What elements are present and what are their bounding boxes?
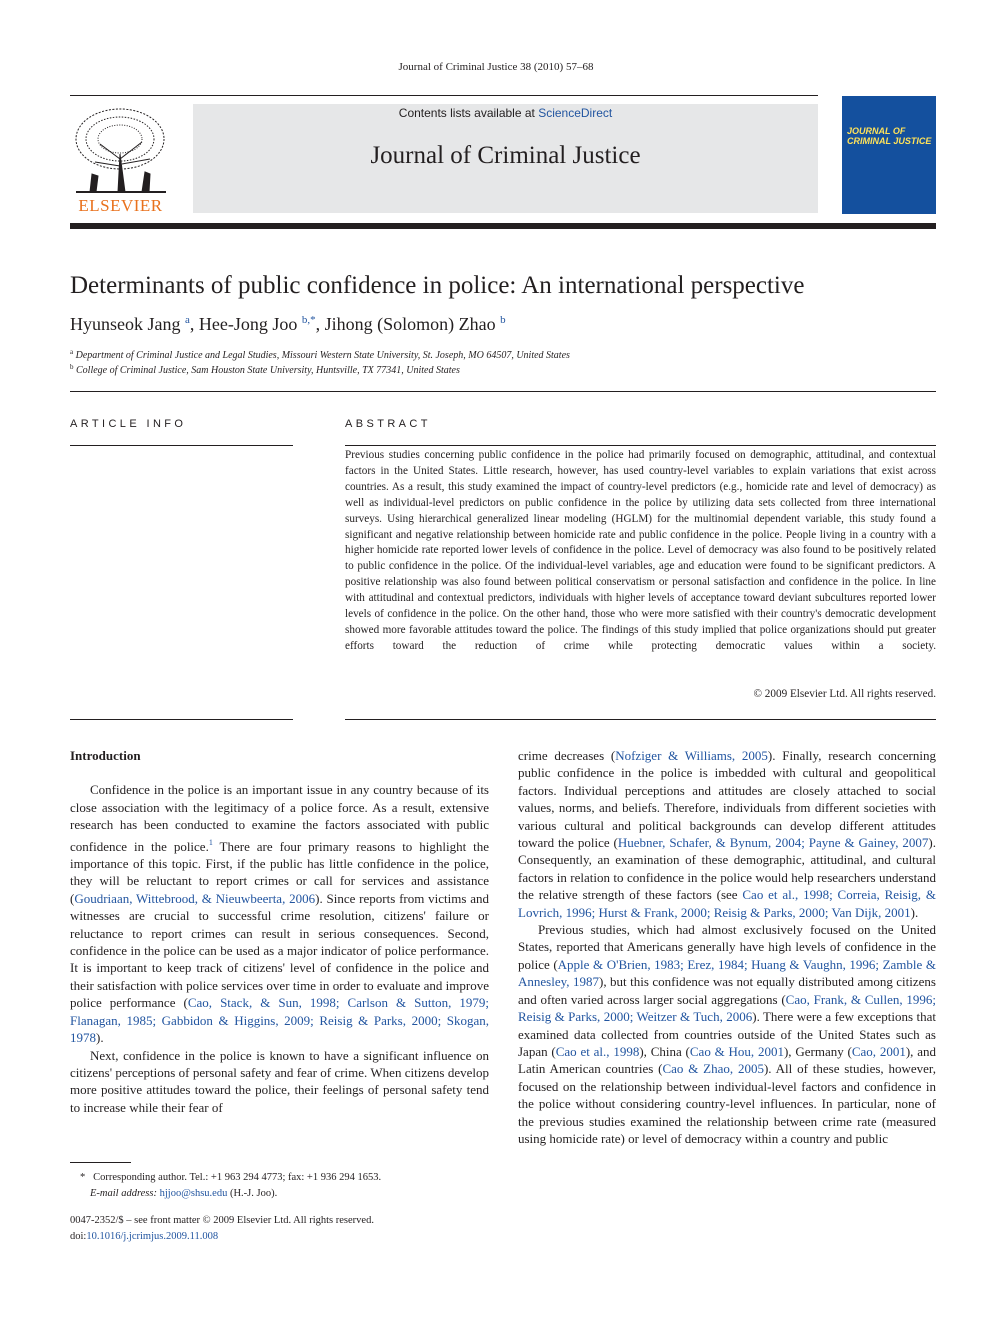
body-column-right — [518, 747, 936, 1147]
text-run: ), Germany ( — [783, 1043, 852, 1059]
citation-link[interactable]: Apple & O'Brien, 1983; Erez, 1984; Huang & Vaughn, 1996; Zamble & Annesley, 1987 — [518, 956, 936, 990]
citation-link[interactable]: Cao, Frank, & Cullen, 1996; Reisig & Parks, 2000; Weitzer & Tuch, 2006 — [518, 991, 936, 1025]
citation-link[interactable]: Goudriaan, Wittebrood, & Nieuwbeerta, 2006 — [74, 890, 316, 906]
footnote-contact: Corresponding author. Tel.: +1 963 294 4773; fax: +1 936 294 1653. — [93, 1172, 382, 1183]
header-thick-rule — [70, 223, 936, 229]
article-info-heading: ARTICLE INFO — [70, 418, 187, 430]
email-link[interactable]: hjjoo@shsu.edu — [159, 1187, 228, 1199]
text-run: ). Finally, research concerning public confidence in the police is imbedded with cultural and geopolitical factors. Individual perceptions and attitudes are closely attached to social values, norms, and beliefs. Therefore, individuals from different societies with various cultural and political backgrounds can develop different attitudes toward the police ( — [518, 748, 936, 851]
author-affil-link[interactable]: b,* — [301, 314, 316, 326]
text-run: ), China ( — [639, 1043, 690, 1059]
citation-link[interactable]: Huebner, Schafer, & Bynum, 2004; Payne & Gainey, 2007 — [617, 835, 929, 851]
abstract-paragraph: Previous studies concerning public confidence in the police had primarily focused on demographic, attitudinal, and contextual factors in the United States. Little research, however, has used country-level variables to explain variations that exist across countries. As a result, this study examined the impact of country-level predictors (e.g., homicide rate and level of democracy) as well as individual-level predictors on public confidence in the police by utilizing data sets collected from three international surveys. Using hierarchical generalized linear modeling (HGLM) for the multinomial dependent variable, this study found a significant and negative relationship between homicide rate and public confidence in the police. People living in a country with a higher homicide rate reported lower levels of confidence in the police. Level of democracy was also found to be positively related to public confidence in the police. Of the individual-level variables, age and education were found to be significant predictors. A positive relationship was also found between political conservatism or personal satisfaction and confidence in the police. In line with attitudinal and contextual predictors, individuals with higher levels of acceptance toward deviant subcultures reported lower levels of confidence in the police. On the other hand, those who were more satisfied with their country's democratic development showed more favorable attitudes toward the police. The findings of this study implied that police organizations should put greater efforts toward the reduction of crime while protecting democratic values within a society. — [345, 449, 936, 652]
citation-link[interactable]: Cao, 2001 — [851, 1043, 906, 1059]
journal-cover-thumbnail[interactable] — [842, 96, 936, 214]
author-name: Hyunseok Jang — [70, 314, 181, 334]
footnote-marker: * — [80, 1172, 86, 1183]
author-affil-link[interactable]: b — [500, 314, 506, 326]
affiliation — [70, 363, 460, 376]
email-label: E-mail address: — [90, 1187, 157, 1199]
divider — [70, 391, 936, 392]
text-run: There are four primary reasons to highlight the importance of this topic. First, if the public has little confidence in the police, they will be reluctant to report crimes or call for services and assistance ( — [70, 838, 490, 906]
doi-link[interactable]: 10.1016/j.jcrimjus.2009.11.008 — [86, 1230, 219, 1242]
copyright-line: © 2009 Elsevier Ltd. All rights reserved. — [753, 688, 936, 700]
footer — [70, 1213, 500, 1244]
email-suffix: (H.-J. Joo). — [227, 1187, 278, 1199]
citation-link[interactable]: Cao et al., 1998 — [555, 1043, 640, 1059]
body-paragraph: Next, confidence in the police is known to have a significant influence on citizens' perceptions of personal safety and fear of crime. When citizens develop more positive attitudes toward the police, their feelings of personal safety tend to increase while their fear of — [70, 1047, 489, 1115]
cover-title: JOURNAL OF CRIMINAL JUSTICE — [847, 126, 932, 146]
body-paragraph — [70, 781, 489, 1046]
section-heading: Introduction — [70, 748, 141, 763]
body-paragraph — [518, 921, 936, 1147]
author-name: Hee-Jong Joo — [198, 314, 298, 334]
author-name: Jihong (Solomon) Zhao — [324, 314, 496, 334]
corresponding-author-footnote — [80, 1170, 500, 1201]
journal-reference: Journal of Criminal Justice 38 (2010) 57–68 — [398, 61, 594, 73]
footnote-rule — [70, 1162, 131, 1163]
sciencedirect-link[interactable]: ScienceDirect — [538, 106, 613, 120]
author-affil-link[interactable]: a — [185, 314, 190, 326]
abstract-text — [345, 448, 936, 655]
divider — [70, 445, 293, 446]
affiliation-marker: a — [70, 348, 74, 356]
text-run: Previous studies, which had almost exclusively focused on the United States, reported that Americans generally have high levels of confidence in the police ( — [518, 922, 936, 972]
doi-label: doi: — [70, 1230, 87, 1242]
text-run: ). There were a few exceptions that examined data collected from countries outside of the United States such as Japan ( — [518, 1009, 936, 1059]
footnote-ref-link[interactable]: 1 — [208, 837, 213, 847]
text-run: Confidence in the police is an important issue in any country because of its close association with the legitimacy of a police force. As a result, extensive research has been conducted to examine the factors associated with public confidence in the police. — [70, 782, 489, 854]
text-run: ), and Latin American countries ( — [518, 1043, 936, 1077]
text-run: ). Consequently, an examination of these demographic, attitudinal, and cultural factors in relation to confidence in the police would help researchers understand the relative strength of these factors (see — [518, 835, 936, 903]
citation-link[interactable]: Cao & Zhao, 2005 — [662, 1061, 764, 1077]
text-run: crime decreases ( — [518, 748, 616, 763]
journal-title: Journal of Criminal Justice — [370, 142, 641, 169]
elsevier-wordmark: ELSEVIER — [78, 196, 163, 215]
body-column-left — [70, 747, 489, 1116]
author-list: Hyunseok Jang $^a$, Hee-Jong Joo $^{b,*}$, Jihong (Solomon) Zhao $^b$ — [70, 314, 506, 334]
citation-link[interactable]: Nofziger & Williams, 2005 — [615, 748, 768, 763]
body-paragraph — [518, 747, 936, 921]
citation-link[interactable]: Cao et al., 1998; Correia, Reisig, & Lovrich, 1996; Hurst & Frank, 2000; Reisig & Parks, 2000; Van Dijk, 2001 — [518, 887, 936, 920]
affiliation — [70, 348, 570, 361]
citation-link[interactable]: Cao & Hou, 2001 — [689, 1043, 784, 1059]
affiliation-marker: b — [70, 363, 74, 371]
issn-line: 0047-2352/$ – see front matter © 2009 Elsevier Ltd. All rights reserved. — [70, 1215, 374, 1226]
text-run: ). Since reports from victims and witnesses are crucial to successful crime resolution, citizens' failure or reluctance to report crimes can result in serious consequences. Second, confidence in the police can be used as a major indicator of police performance. It is important to keep track of citizens' level of confidence in the police and their satisfaction with police services over time in order to evaluate and improve police performance ( — [70, 890, 489, 1011]
text-run: ), but this confidence was not equally distributed among citizens and often varied across larger social aggregations ( — [518, 974, 936, 1007]
divider — [345, 719, 936, 720]
text-run: ). All of these studies, however, focused on the relationship between individual-level factors and confidence in the police without considering country-level influences. In particular, none of the previous studies examined the relationship between crime rate (measured using homicide rate) or level of democracy within a country and public — [518, 1061, 936, 1146]
contents-prefix: Contents lists available at — [398, 106, 539, 120]
affiliation-text: College of Criminal Justice, Sam Houston State University, Huntsville, TX 77341, United States — [76, 365, 460, 376]
header-top-rule — [70, 95, 818, 96]
text-run: ). — [96, 1030, 104, 1046]
text-run: ). — [910, 904, 919, 920]
divider — [345, 445, 936, 446]
divider — [70, 719, 293, 720]
abstract-heading: ABSTRACT — [345, 418, 431, 430]
citation-link[interactable]: Cao, Stack, & Sun, 1998; Carlson & Sutton, 1979; Flanagan, 1985; Gabbidon & Higgins, 2009; Reisig & Parks, 2000; Skogan, 1978 — [70, 995, 489, 1046]
article-title: Determinants of public confidence in police: An international perspective — [70, 272, 805, 299]
affiliation-text: Department of Criminal Justice and Legal Studies, Missouri Western State University, St. Joseph, MO 64507, United States — [75, 350, 570, 361]
contents-line — [193, 106, 818, 120]
